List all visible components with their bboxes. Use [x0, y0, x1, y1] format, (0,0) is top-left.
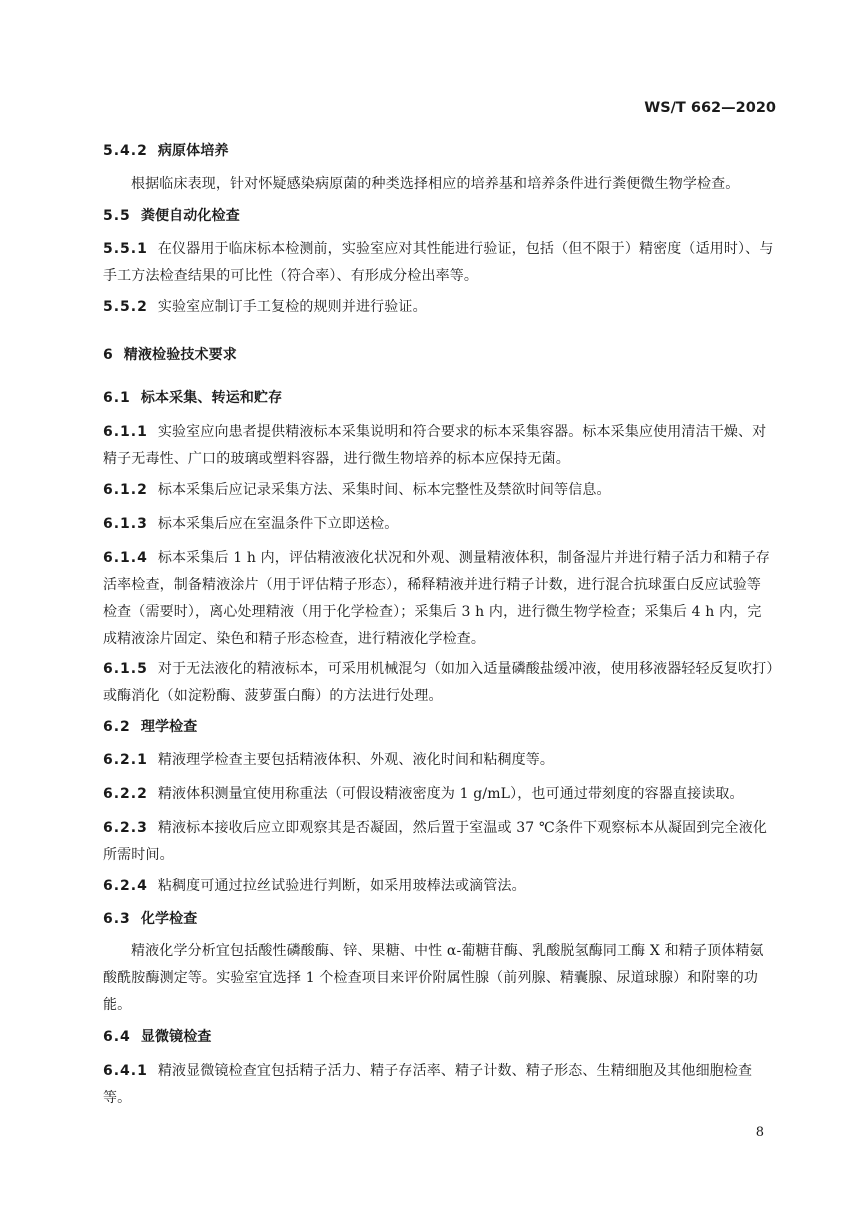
paragraph-6-1-2: 6.1.2 标本采集后应记录采集方法、采集时间、标本完整性及禁欲时间等信息。: [103, 482, 611, 498]
paragraph-6-2-1: 6.2.1 精液理学检查主要包括精液体积、外观、液化时间和粘稠度等。: [103, 752, 555, 768]
paragraph-5-5-1: 5.5.1 在仪器用于临床标本检测前，实验室应对其性能进行验证，包括（但不限于）精密度（适用时）、与手工方法检查结果的可比性（符合率）、有形成分检出率等。: [103, 241, 774, 284]
standard-code: WS/T 662—2020: [644, 100, 776, 116]
paragraph-5-4-2: 根据临床表现，针对怀疑感染病原菌的种类选择相应的培养基和培养条件进行粪便微生物学检查。: [131, 176, 740, 192]
section-heading-6-1: 6.1 标本采集、转运和贮存: [103, 390, 283, 406]
chapter-heading-6: 6 精液检验技术要求: [103, 347, 237, 363]
paragraph-5-5-2: 5.5.2 实验室应制订手工复检的规则并进行验证。: [103, 299, 427, 315]
paragraph-6-1-3: 6.1.3 标本采集后应在室温条件下立即送检。: [103, 516, 399, 532]
section-heading-6-4: 6.4 显微镜检查: [103, 1029, 212, 1045]
page-number: 8: [755, 1125, 764, 1140]
paragraph-6-1-1: 6.1.1 实验室应向患者提供精液标本采集说明和符合要求的标本采集容器。标本采集应使用清洁干燥、对精子无毒性、广口的玻璃或塑料容器，进行微生物培养的标本应保持无菌。: [103, 424, 767, 467]
section-heading-6-3: 6.3 化学检查: [103, 911, 198, 927]
paragraph-6-4-1: 6.4.1 精液显微镜检查宜包括精子活力、精子存活率、精子计数、精子形态、生精细胞及其他细胞检查等。: [103, 1063, 753, 1106]
paragraph-6-1-5: 6.1.5 对于无法液化的精液标本，可采用机械混匀（如加入适量磷酸盐缓冲液，使用移液器轻轻反复吹打）或酶消化（如淀粉酶、菠萝蛋白酶）的方法进行处理。: [103, 661, 774, 704]
paragraph-6-2-3: 6.2.3 精液标本接收后应立即观察其是否凝固，然后置于室温或 37 ℃条件下观察标本从凝固到完全液化所需时间。: [103, 820, 767, 863]
section-heading-5-4-2: 5.4.2 病原体培养: [103, 143, 229, 159]
paragraph-6-2-4: 6.2.4 粘稠度可通过拉丝试验进行判断，如采用玻棒法或滴管法。: [103, 878, 526, 894]
paragraph-6-3: 精液化学分析宜包括酸性磷酸酶、锌、果糖、中性 α-葡糖苷酶、乳酸脱氢酶同工酶 X 和精子顶体精氨酸酰胺酶测定等。实验室宜选择 1 个检查项目来评价附属性腺（前列腺、精囊腺、尿道球腺）和附睾的功能。: [103, 943, 764, 1013]
section-heading-5-5: 5.5 粪便自动化检查: [103, 208, 240, 224]
paragraph-6-2-2: 6.2.2 精液体积测量宜使用称重法（可假设精液密度为 1 g/mL），也可通过带刻度的容器直接读取。: [103, 786, 744, 802]
section-heading-6-2: 6.2 理学检查: [103, 719, 198, 735]
paragraph-6-1-4: 6.1.4 标本采集后 1 h 内，评估精液液化状况和外观、测量精液体积，制备湿片并进行精子活力和精子存活率检查，制备精液涂片（用于评估精子形态），稀释精液并进行精子计数，进行混合抗球蛋白反应试验等检查（需要时），离心处理精液（用于化学检查）；采集后 3 h 内，进行微生物学检查；采集后 4 h 内，完成精液涂片固定、染色和精子形态检查，进行精液化学检查。: [103, 550, 771, 647]
